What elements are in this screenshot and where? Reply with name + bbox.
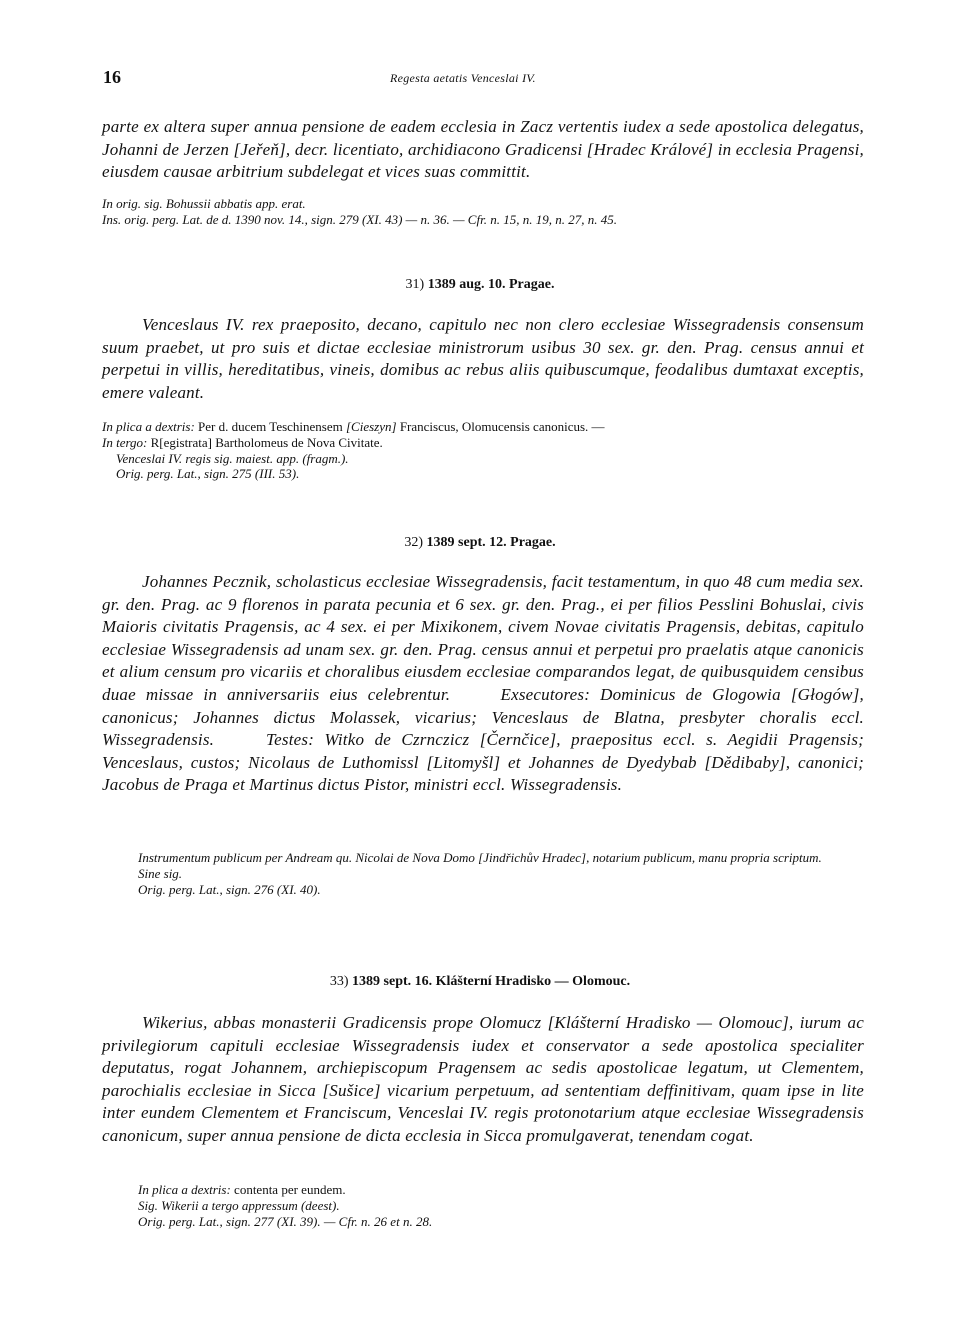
note-line: Orig. perg. Lat., sign. 275 (III. 53). — [116, 466, 300, 482]
entry-heading-32 — [0, 535, 960, 551]
note-line: Sig. Wikerii a tergo appressum (deest). — [138, 1197, 340, 1213]
entry-number: 32) — [404, 535, 424, 550]
note-line: In plica a dextris: Per d. ducem Teschinensem [Cieszyn] Franciscus, Olomucensis canonicus. — — [102, 419, 605, 434]
note-line: Orig. perg. Lat., sign. 277 (XI. 39). — Cfr. n. 26 et n. 28. — [138, 1213, 433, 1229]
note-line: Instrumentum publicum per Andream qu. Nicolai de Nova Domo [Jindřichův Hradec], notarium publicum, manu propria scriptum. — [138, 850, 822, 865]
page-number: 16 — [103, 67, 121, 87]
note-line: In plica a dextris: contenta per eundem. — [138, 1182, 346, 1197]
note-line: Orig. perg. Lat., sign. 276 (XI. 40). — [138, 881, 321, 897]
entry-date-place: 1389 sept. 12. Pragae. — [426, 535, 556, 550]
entry-notes-33 — [102, 1182, 864, 1229]
entry-notes-31 — [102, 419, 864, 482]
intro-notes — [102, 196, 864, 228]
intro-paragraph: parte ex altera super annua pensione de eadem ecclesia in Zacz vertentis iudex a sede apostolica delegatus, Johanni de Jerzen [Jeřeň], decr. licentiato, archidiacono Gradicensi [Hradec Králové] in ecclesia Pragensi, eiusdem causae arbitrium subdelegat et vices suas committit. — [102, 117, 864, 182]
note-line: Sine sig. — [138, 865, 183, 881]
note-line: Venceslai IV. regis sig. maiest. app. (fragm.). — [116, 450, 349, 466]
intro-note: Ins. orig. perg. Lat. de d. 1390 nov. 14., sign. 279 (XI. 43) — n. 36. — Cfr. n. 15, n. 19, n. 27, n. 45. — [102, 211, 617, 227]
entry-notes-32 — [102, 850, 900, 897]
entry-number: 31) — [405, 277, 425, 292]
entry-paragraph-32: Johannes Pecznik, scholasticus ecclesiae Wissegradensis, facit testamentum, in quo 48 cum media sex. gr. den. Prag. ac 9 florenos in parata pecunia et 6 sex. gr. den. Prag., ei per filios Pesslini Bohuslai, civis Maioris civitatis Pragensis, ac 4 sex. ei per Mixikonem, civem Novae civitatis Pragensis, debitas, capitulo ecclesiae Wissegradensis ad unam sex. gr. den. Prag. census annui et perpetui pro praelatis atque canonicis et alium censum pro vicariis et choralibus eiusdem ecclesiae comparandos legat, de quibusquidem censibus duae missae in anniversariis eius celebrentur. Exsecutores: Dominicus de Glogowia [Głogów], canonicus; Johannes dictus Molassek, vicarius; Venceslaus de Blatna, presbyter choralis eccl. Wissegradensis. Testes: Witko de Czrnczicz [Černčice], praepositus eccl. s. Aegidii Pragensis; Venceslaus, custos; Nicolaus de Luthomissl [Litomyšl] et Johannes de Dyedybab [Dědibaby], canonici; Jacobus de Praga et Martinus dictus Pistor, ministri eccl. Wissegradensis. — [102, 572, 869, 795]
running-head: Regesta aetatis Venceslai IV. — [390, 71, 536, 85]
entry-number: 33) — [329, 974, 349, 989]
entry-heading-33 — [0, 974, 960, 990]
entry-paragraph-31: Venceslaus IV. rex praeposito, decano, capitulo nec non clero ecclesiae Wissegradensis consensum suum praebet, ut pro suis et dictae ecclesiae ministrorum usibus 30 sex. gr. den. Prag. census annui et perpetui in villis, hereditatibus, vineis, domibus ac rebus aliis quibuscumque, feodalibus dumtaxat exceptis, emere valeant. — [102, 315, 864, 402]
entry-paragraph-33: Wikerius, abbas monasterii Gradicensis prope Olomucz [Klášterní Hradisko — Olomouc], iurum ac privilegiorum capituli ecclesiae Wissegradensis iudex et conservator a sede apostolica specialiter deputatus, rogat Johannem, archiepiscopum Pragensem ac sedis apostolicae legatum, ut Clementem, parochialis ecclesiae in Sicca [Sušice] vicarium perpetuum, ad sententiam deffinitivam, quam ipse in lite inter eundem Clementem et Franciscum, Venceslai IV. regis protonotarium atque ecclesiae Wissegradensis canonicum, super annua pensione de dicta ecclesia in Sicca promulgaverat, tenendam cogat. — [102, 1013, 864, 1145]
entry-date-place: 1389 sept. 16. Klášterní Hradisko — Olomouc. — [352, 974, 631, 989]
intro-note: In orig. sig. Bohussii abbatis app. erat. — [102, 196, 306, 211]
entry-heading-31 — [0, 277, 960, 293]
note-line: In tergo: R[egistrata] Bartholomeus de Nova Civitate. — [102, 434, 383, 450]
entry-date-place: 1389 aug. 10. Pragae. — [427, 277, 555, 292]
